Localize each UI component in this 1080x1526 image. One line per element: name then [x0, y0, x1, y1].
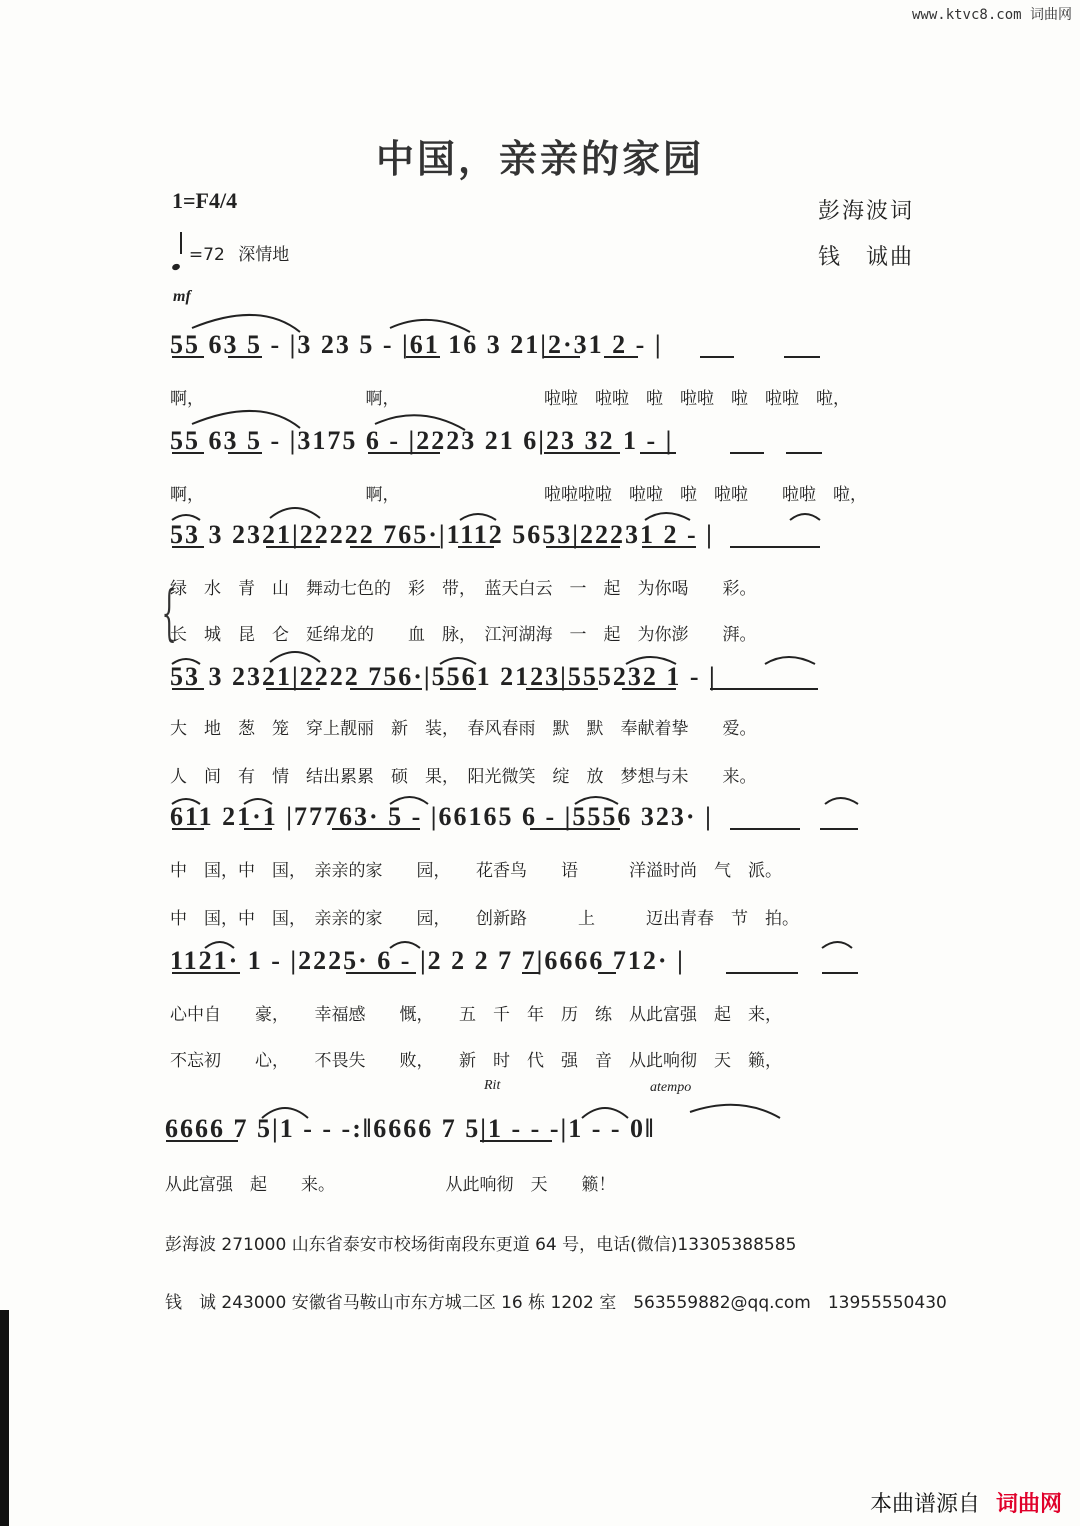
source-watermark [870, 1487, 1062, 1518]
site-watermark: www.ktvc8.com 词曲网 [911, 7, 1072, 23]
lyrics-line-3-verse-2: 长 城 昆 仑 延绵龙的 血 脉， 江河湖海 一 起 为你澎 湃。 [170, 625, 757, 645]
source-watermark-text: 本曲谱源自 [869, 1492, 980, 1517]
lyricist-credit: 彭海波词 [818, 199, 915, 224]
composer-credit: 钱 诚曲 [818, 245, 915, 270]
dynamic-marking: mf [173, 288, 191, 305]
notation-line-1: 55 63 5 - |3 23 5 - |61 16 3 21|2·31 2 - | [170, 330, 663, 359]
notation-line-6: 1121· 1 - |2225· 6 - |2 2 2 7 7|6666 712· | [170, 946, 685, 975]
key-signature: 1=F4/4 [172, 188, 238, 213]
notation-line-4: 53 3 2321|2222 756·|5561 2123|555232 1 - | [170, 662, 717, 691]
lyrics-line-6-verse-2: 不忘初 心， 不畏失 败， 新 时 代 强 音 从此响彻 天 籁， [170, 1051, 782, 1071]
scan-edge-shadow [0, 1310, 9, 1526]
lyrics-line-6-verse-1: 心中自 豪， 幸福感 慨， 五 千 年 历 练 从此富强 起 来， [170, 1005, 782, 1025]
notation-line-5: 611 21·1 |77763· 5 - |66165 6 - |5556 323· | [170, 802, 713, 831]
lyrics-line-2: 啊， 啊， 啦啦啦啦 啦啦 啦 啦啦 啦啦 啦， [170, 485, 867, 505]
tempo-text: 深情地 [238, 245, 290, 265]
lyrics-line-4-verse-1: 大 地 葱 笼 穿上靓丽 新 装， 春风春雨 默 默 奉献着挚 爱。 [170, 719, 757, 739]
lyrics-line-7: 从此富强 起 来。 从此响彻 天 籁！ [165, 1175, 616, 1195]
notation-line-2: 55 63 5 - |3175 6 - |2223 21 6|23 32 1 - | [170, 426, 674, 455]
lyrics-line-4-verse-2: 人 间 有 情 结出累累 硕 果， 阳光微笑 绽 放 梦想与未 来。 [170, 767, 757, 787]
notation-line-3: 53 3 2321|22222 765·|1112 5653|22231 2 - | [170, 520, 714, 549]
notation-line-7: 6666 7 5|1 - - -:‖6666 7 5|1 - - -|1 - - 0‖ [165, 1114, 656, 1143]
ritardando-marking: Rit [484, 1078, 501, 1093]
contact-lyricist: 彭海波 271000 山东省泰安市校场街南段东更道 64 号，电话(微信)13305388585 [165, 1235, 797, 1255]
lyrics-line-5-verse-1: 中 国，中 国， 亲亲的家 园， 花香鸟 语 洋溢时尚 气 派。 [170, 861, 782, 881]
a-tempo-marking: atempo [650, 1080, 692, 1095]
lyrics-line-5-verse-2: 中 国，中 国， 亲亲的家 园， 创新路 上 迈出青春 节 拍。 [170, 909, 799, 929]
lyrics-line-1: 啊， 啊， 啦啦 啦啦 啦 啦啦 啦 啦啦 啦， [170, 389, 850, 409]
contact-composer: 钱 诚 243000 安徽省马鞍山市东方城二区 16 栋 1202 室 563559882@qq.com 13955550430 [165, 1293, 947, 1313]
song-title: 中国，亲亲的家园 [375, 137, 704, 181]
lyrics-line-3-verse-1: 绿 水 青 山 舞动七色的 彩 带， 蓝天白云 一 起 为你喝 彩。 [170, 579, 757, 599]
source-watermark-brand[interactable]: 词曲网 [995, 1492, 1062, 1517]
tempo-value: =72 [188, 245, 225, 265]
verse-brace: { [161, 578, 177, 648]
